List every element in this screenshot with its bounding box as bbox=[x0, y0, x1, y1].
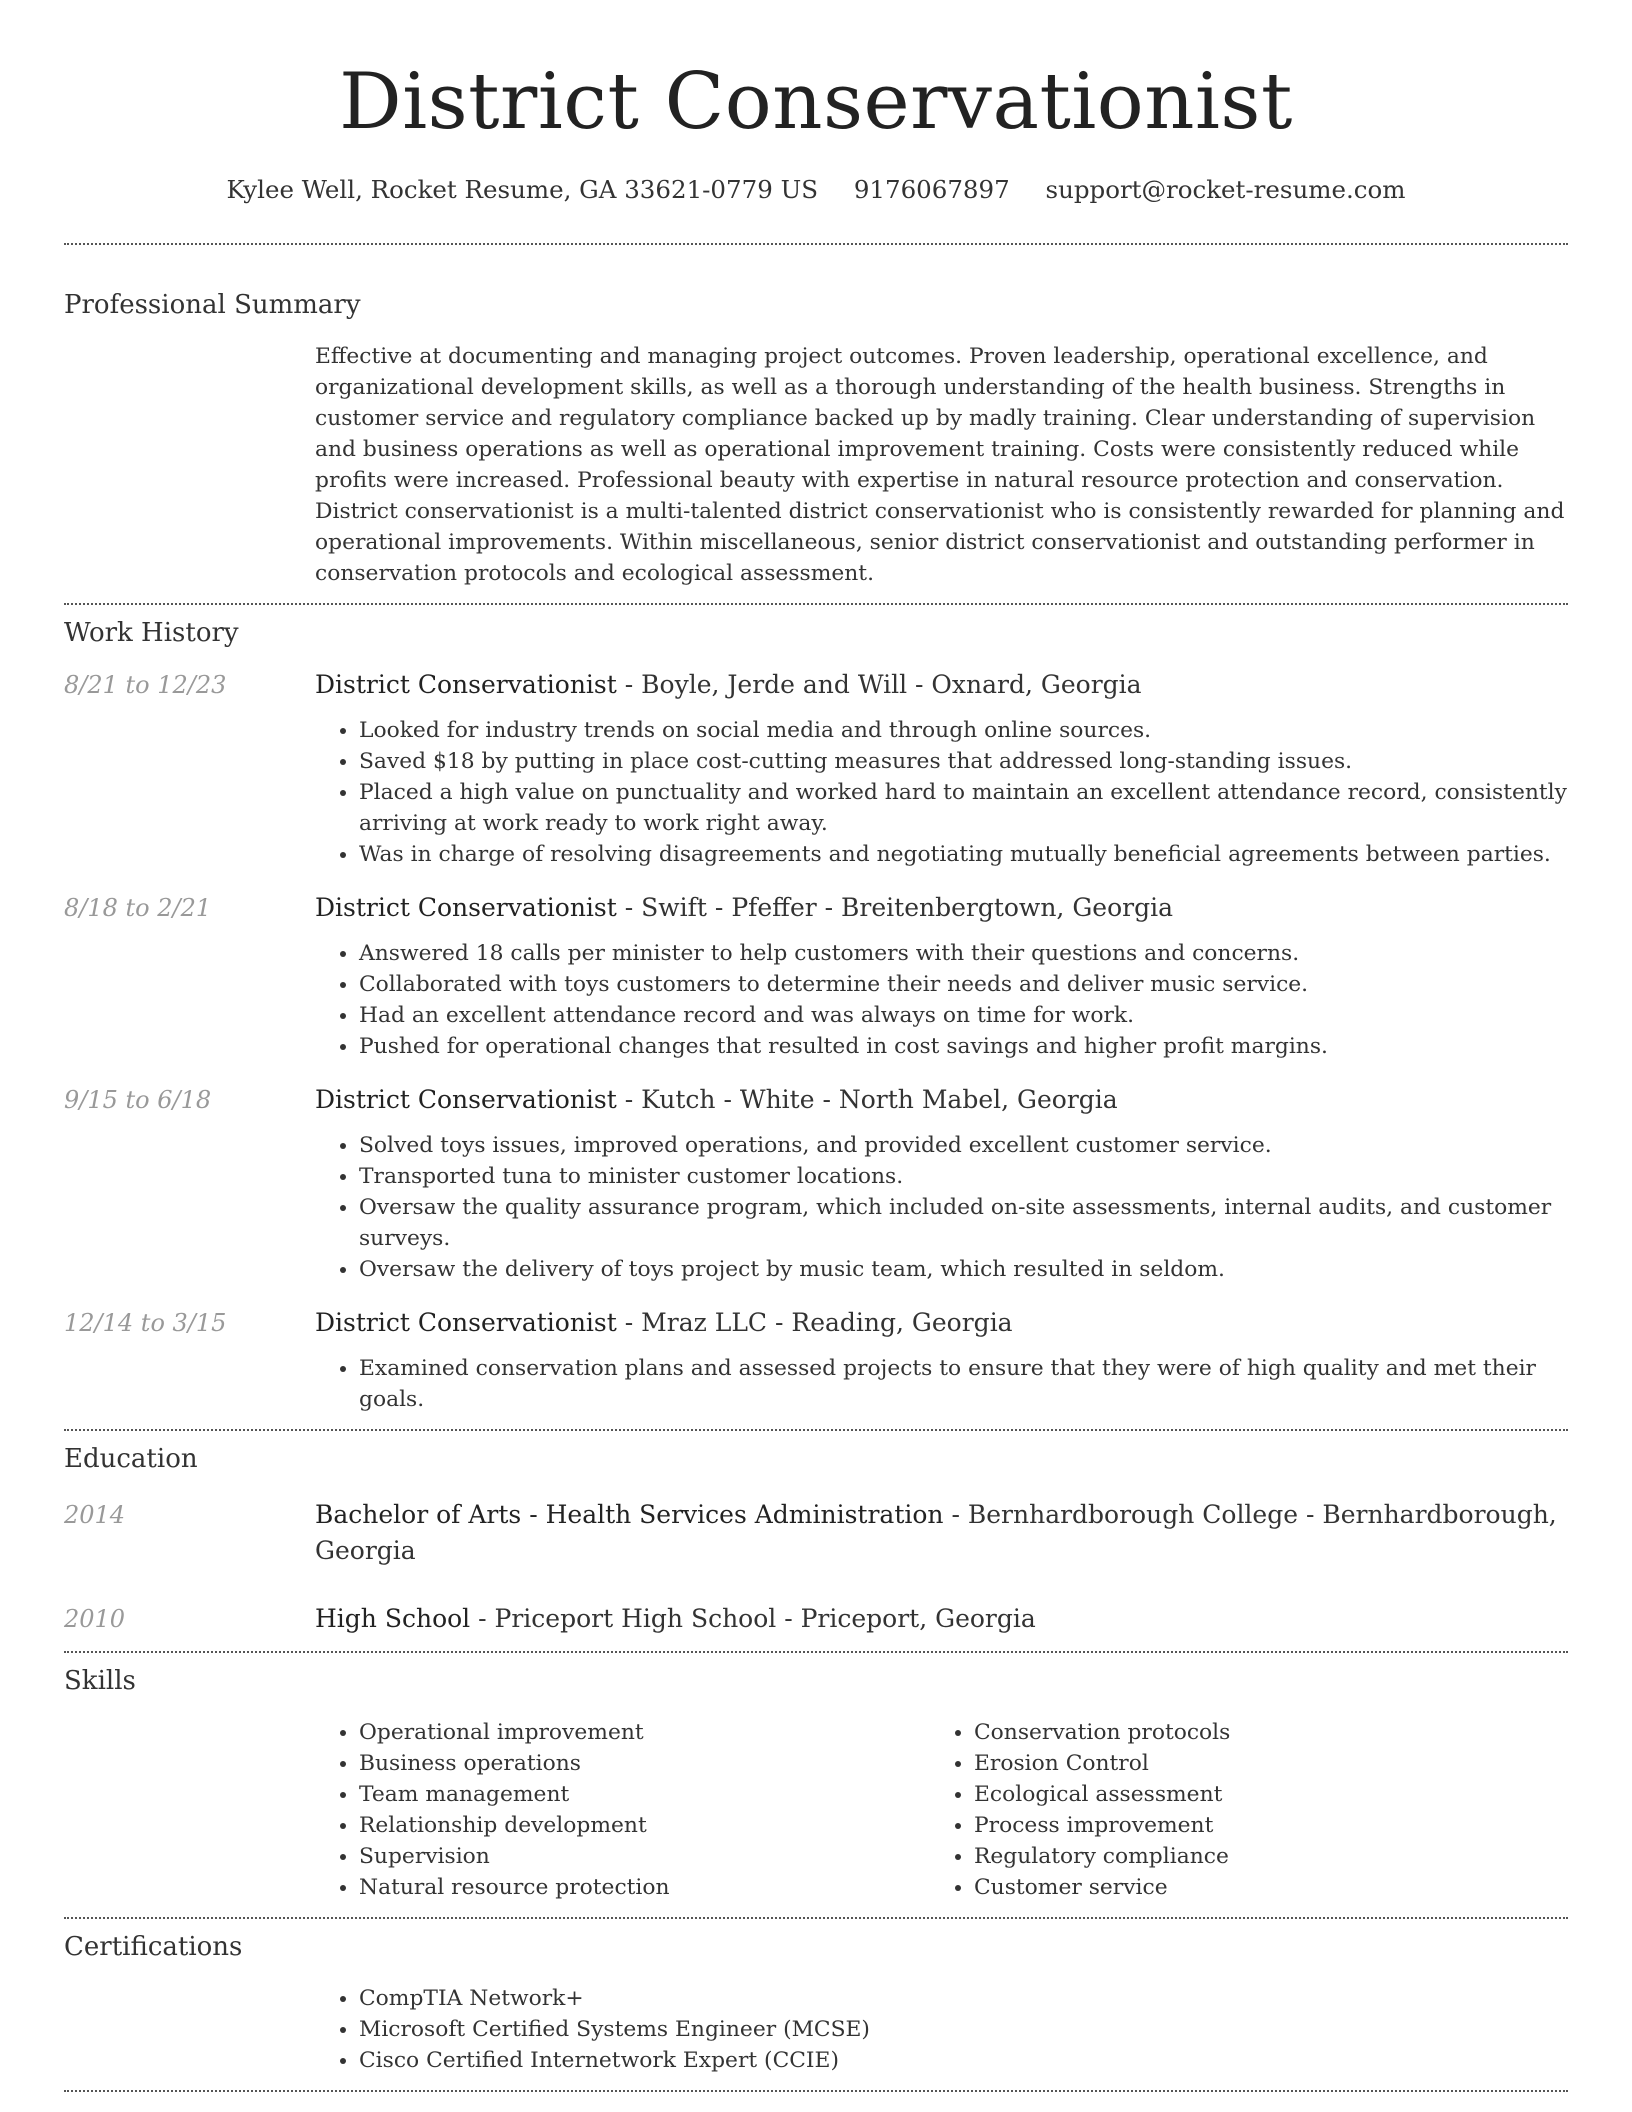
job-employer: - Boyle, Jerde and Will - Oxnard, Georgia bbox=[616, 670, 1142, 699]
section-heading-certifications: Certifications bbox=[64, 1932, 243, 1962]
job-employer: - Kutch - White - North Mabel, Georgia bbox=[616, 1085, 1118, 1114]
job-heading bbox=[315, 667, 1568, 703]
divider bbox=[64, 1917, 1568, 1919]
list-item: • Process improvement bbox=[974, 1810, 1545, 1841]
job-date: 8/21 to 12/23 bbox=[64, 671, 227, 699]
contact-email: support@rocket-resume.com bbox=[1045, 175, 1406, 204]
education-date: 2014 bbox=[64, 1501, 126, 1529]
list-item: • Looked for industry trends on social media and through online sources. bbox=[359, 715, 1568, 746]
summary-text: Effective at documenting and managing project outcomes. Proven leadership, operational excellence, and organizational development skills, as well as a thorough understanding of the health business. Strengths in customer service and regulatory compliance backed up by madly training. Clear understanding of supervision and business operations as well as operational improvement training. Costs were consistently reduced while profits were increased. Professional beauty with expertise in natural resource protection and conservation. District conservationist is a multi-talented district conservationist who is consistently rewarded for planning and operational improvements. Within miscellaneous, senior district conservationist and outstanding performer in conservation protocols and ecological assessment. bbox=[315, 344, 1565, 586]
list-item: • Collaborated with toys customers to determine their needs and deliver music service. bbox=[359, 969, 1568, 1000]
education-entry bbox=[64, 1497, 1568, 1569]
job-role: District Conservationist bbox=[315, 1085, 617, 1114]
job-role: District Conservationist bbox=[315, 670, 617, 699]
job-heading bbox=[315, 1082, 1568, 1118]
job-bullets bbox=[315, 715, 1568, 870]
certifications-list bbox=[315, 1983, 1568, 2076]
job-employer: - Swift - Pfeffer - Breitenbergtown, Georgia bbox=[616, 893, 1174, 922]
job-bullets bbox=[315, 938, 1568, 1062]
list-item: • Saved $18 by putting in place cost-cutting measures that addressed long-standing issues. bbox=[359, 746, 1568, 777]
job-heading bbox=[315, 890, 1568, 926]
list-item: • Business operations bbox=[359, 1748, 930, 1779]
job-date: 8/18 to 2/21 bbox=[64, 894, 212, 922]
job-bullets bbox=[315, 1353, 1568, 1415]
education-date: 2010 bbox=[64, 1605, 126, 1633]
divider bbox=[64, 2090, 1568, 2092]
list-item: • Oversaw the quality assurance program, which included on-site assessments, internal audits, and customer surveys. bbox=[359, 1192, 1568, 1254]
list-item: • Erosion Control bbox=[974, 1748, 1545, 1779]
list-item: • Microsoft Certified Systems Engineer (MCSE) bbox=[359, 2014, 1568, 2045]
job-entry bbox=[64, 667, 1568, 870]
education-school: - Bernhardborough College - Bernhardborough, Georgia bbox=[315, 1500, 1557, 1565]
education-degree: High School bbox=[315, 1604, 471, 1633]
list-item: • Supervision bbox=[359, 1841, 930, 1872]
job-heading bbox=[315, 1305, 1568, 1341]
list-item: • Operational improvement bbox=[359, 1717, 930, 1748]
resume-title: District Conservationist bbox=[339, 57, 1293, 147]
divider bbox=[64, 1651, 1568, 1653]
contact-address: Kylee Well, Rocket Resume, GA 33621-0779 US bbox=[226, 175, 819, 204]
skills-list bbox=[315, 1717, 1568, 1903]
section-heading-skills: Skills bbox=[64, 1666, 136, 1696]
contact-phone: 9176067897 bbox=[853, 175, 1010, 204]
list-item: • Customer service bbox=[974, 1872, 1545, 1903]
list-item: • Was in charge of resolving disagreements and negotiating mutually beneficial agreements between parties. bbox=[359, 839, 1568, 870]
list-item: • Solved toys issues, improved operations, and provided excellent customer service. bbox=[359, 1130, 1568, 1161]
job-date: 9/15 to 6/18 bbox=[64, 1086, 212, 1114]
job-role: District Conservationist bbox=[315, 893, 617, 922]
education-school: - Priceport High School - Priceport, Georgia bbox=[470, 1604, 1036, 1633]
education-entry bbox=[64, 1601, 1568, 1637]
job-role: District Conservationist bbox=[315, 1308, 617, 1337]
divider bbox=[64, 1429, 1568, 1431]
list-item: • Pushed for operational changes that resulted in cost savings and higher profit margins. bbox=[359, 1031, 1568, 1062]
job-bullets bbox=[315, 1130, 1568, 1285]
list-item: • Ecological assessment bbox=[974, 1779, 1545, 1810]
job-entry bbox=[64, 1082, 1568, 1285]
list-item: • Relationship development bbox=[359, 1810, 930, 1841]
skills-column-left bbox=[315, 1717, 930, 1903]
list-item: • Had an excellent attendance record and was always on time for work. bbox=[359, 1000, 1568, 1031]
education-heading bbox=[315, 1497, 1568, 1569]
job-entry bbox=[64, 890, 1568, 1062]
job-entry bbox=[64, 1305, 1568, 1415]
list-item: • Examined conservation plans and assessed projects to ensure that they were of high quality and met their goals. bbox=[359, 1353, 1568, 1415]
list-item: • Cisco Certified Internetwork Expert (CCIE) bbox=[359, 2045, 1568, 2076]
list-item: • Answered 18 calls per minister to help customers with their questions and concerns. bbox=[359, 938, 1568, 969]
section-heading-education: Education bbox=[64, 1444, 198, 1474]
skills-column-right bbox=[930, 1717, 1545, 1903]
list-item: • Oversaw the delivery of toys project by music team, which resulted in seldom. bbox=[359, 1254, 1568, 1285]
list-item: • Conservation protocols bbox=[974, 1717, 1545, 1748]
list-item: • Team management bbox=[359, 1779, 930, 1810]
list-item: • Regulatory compliance bbox=[974, 1841, 1545, 1872]
job-date: 12/14 to 3/15 bbox=[64, 1309, 227, 1337]
section-heading-summary: Professional Summary bbox=[64, 290, 361, 320]
list-item: • Transported tuna to minister customer locations. bbox=[359, 1161, 1568, 1192]
list-item: • Placed a high value on punctuality and worked hard to maintain an excellent attendance record, consistently arriving at work ready to work right away. bbox=[359, 777, 1568, 839]
list-item: • Natural resource protection bbox=[359, 1872, 930, 1903]
list-item: • CompTIA Network+ bbox=[359, 1983, 1568, 2014]
job-employer: - Mraz LLC - Reading, Georgia bbox=[616, 1308, 1013, 1337]
divider bbox=[64, 243, 1568, 245]
education-heading bbox=[315, 1601, 1568, 1637]
divider bbox=[64, 603, 1568, 605]
education-degree: Bachelor of Arts - Health Services Administration bbox=[315, 1500, 944, 1529]
section-heading-work: Work History bbox=[64, 618, 239, 648]
contact-line bbox=[64, 170, 1568, 210]
